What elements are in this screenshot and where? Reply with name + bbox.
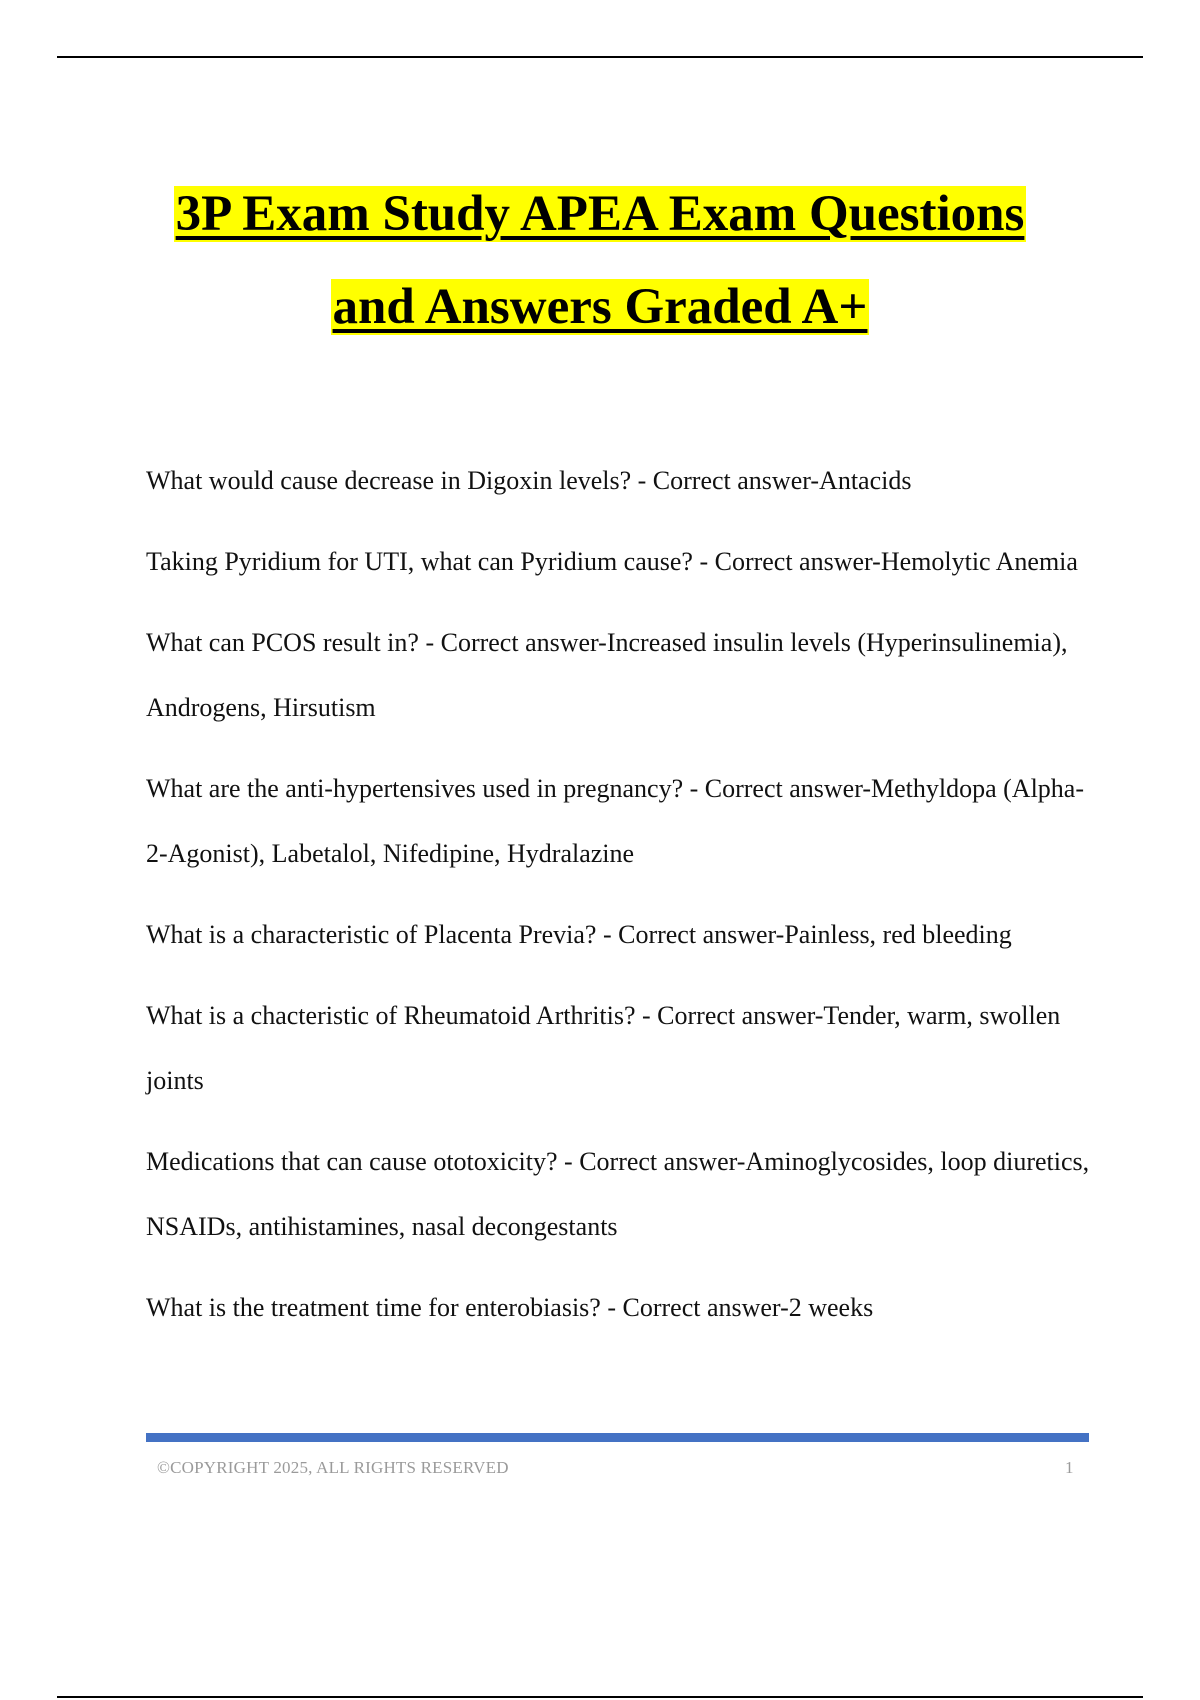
qa-item: What is a characteristic of Placenta Previa? - Correct answer-Painless, red bleeding <box>146 920 1012 949</box>
footer-bar <box>146 1433 1089 1442</box>
qa-item: What is a chacteristic of Rheumatoid Arthritis? - Correct answer-Tender, warm, swollen joints <box>146 1001 1061 1095</box>
qa-list <box>146 448 1096 1356</box>
qa-item: What can PCOS result in? - Correct answer-Increased insulin levels (Hyperinsulinemia), Androgens, Hirsutism <box>146 628 1068 722</box>
document-title <box>0 168 1200 354</box>
title-line-2: and Answers Graded A+ <box>332 279 868 335</box>
footer-page-number: 1 <box>1065 1458 1074 1477</box>
qa-item: Taking Pyridium for UTI, what can Pyridium cause? - Correct answer-Hemolytic Anemia <box>146 547 1078 576</box>
qa-item: What are the anti-hypertensives used in pregnancy? - Correct answer-Methyldopa (Alpha-2-Agonist), Labetalol, Nifedipine, Hydralazine <box>146 774 1085 868</box>
qa-item: Medications that can cause ototoxicity? - Correct answer-Aminoglycosides, loop diuretics, NSAIDs, antihistamines, nasal decongestants <box>146 1147 1090 1241</box>
bottom-rule <box>57 1696 1143 1698</box>
title-line-1: 3P Exam Study APEA Exam Questions <box>175 186 1025 242</box>
qa-item: What is the treatment time for enterobiasis? - Correct answer-2 weeks <box>146 1293 874 1322</box>
footer-copyright: ©COPYRIGHT 2025, ALL RIGHTS RESERVED <box>157 1458 509 1477</box>
qa-item: What would cause decrease in Digoxin levels? - Correct answer-Antacids <box>146 466 912 495</box>
top-rule <box>57 56 1143 58</box>
